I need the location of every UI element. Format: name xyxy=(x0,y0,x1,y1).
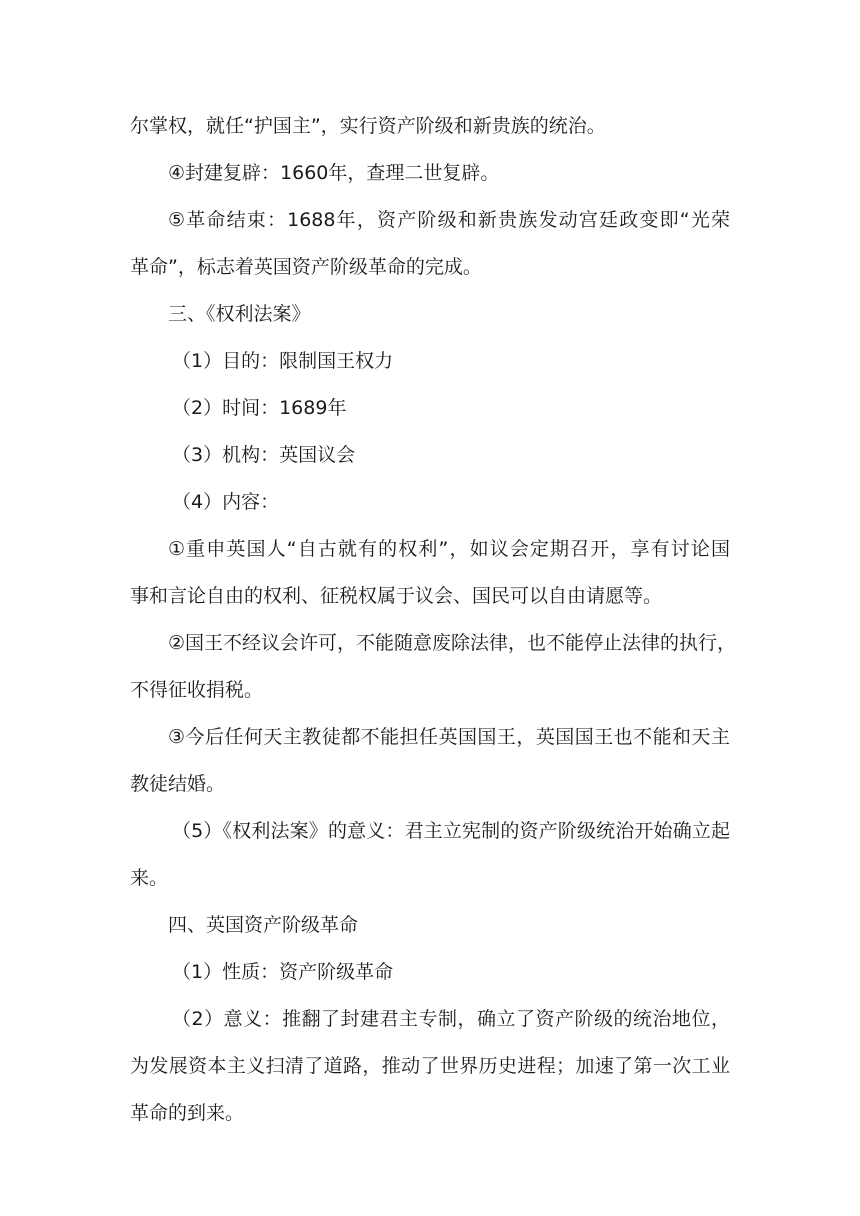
paragraph-line: 革命”，标志着英国资产阶级革命的完成。 xyxy=(130,256,482,278)
section-heading: 三、《权利法案》 xyxy=(168,303,311,325)
paragraph-line: ②国王不经议会许可，不能随意废除法律，也不能停止法律的执行， xyxy=(168,632,737,654)
paragraph-line: 尔掌权，就任“护国主”，实行资产阶级和新贵族的统治。 xyxy=(130,115,606,137)
paragraph-line: 革命的到来。 xyxy=(130,1102,245,1124)
list-item: （4）内容： xyxy=(172,491,280,513)
list-item: （1）性质：资产阶级革命 xyxy=(172,961,394,983)
paragraph-line: ③今后任何天主教徒都不能担任英国国王，英国国王也不能和天主 xyxy=(168,726,730,748)
document-body xyxy=(130,103,737,1137)
paragraph-line: 来。 xyxy=(130,867,169,889)
paragraph-line: ①重申英国人“自古就有的权利”，如议会定期召开，享有讨论国 xyxy=(168,538,730,560)
list-item: （5）《权利法案》的意义：君主立宪制的资产阶级统治开始确立起 xyxy=(172,820,730,842)
paragraph-line: ④封建复辟：1660年，查理二世复辟。 xyxy=(168,162,500,184)
list-item: （1）目的：限制国王权力 xyxy=(172,350,394,372)
paragraph-line: 事和言论自由的权利、征税权属于议会、国民可以自由请愿等。 xyxy=(130,585,663,607)
paragraph-line: 不得征收捐税。 xyxy=(130,679,264,701)
list-item: （2）意义：推翻了封建君主专制，确立了资产阶级的统治地位， xyxy=(172,1008,730,1030)
list-item: （3）机构：英国议会 xyxy=(172,444,356,466)
list-item: （2）时间：1689年 xyxy=(172,397,347,419)
paragraph-line: ⑤革命结束：1688年，资产阶级和新贵族发动宫廷政变即“光荣 xyxy=(168,209,730,231)
paragraph-line: 教徒结婚。 xyxy=(130,773,226,795)
section-heading: 四、英国资产阶级革命 xyxy=(168,914,359,936)
paragraph-line: 为发展资本主义扫清了道路，推动了世界历史进程；加速了第一次工业 xyxy=(130,1055,730,1077)
